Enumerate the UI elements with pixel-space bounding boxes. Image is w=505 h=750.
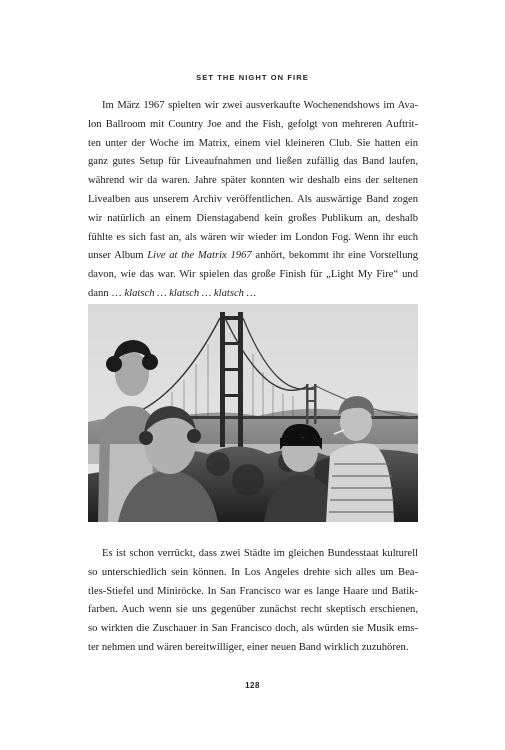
photo-illustration: [88, 304, 418, 522]
running-head: SET THE NIGHT ON FIRE: [196, 73, 309, 82]
text-fragment: dann …: [88, 287, 125, 299]
text-line: ganz gutes Setup für Liveaufnahmen und ließen zufällig das Band laufen,: [88, 156, 418, 168]
text-line: farben. Auch wenn sie uns gegenüber zunächst recht skeptisch erschienen,: [88, 604, 418, 616]
text-line: Livealben aus unserem Archiv veröffentlichen. Als auswärtige Band zogen: [88, 193, 418, 205]
text-line: wir natürlich an einem Dienstagabend kein großes Publikum an, deshalb: [88, 212, 418, 224]
text-line: [88, 285, 418, 304]
italic-onomatopoeia: klatsch … klatsch … klatsch …: [124, 287, 257, 299]
text-line: so wirkten die Zuschauer in San Francisco doch, als würden sie Musik ems-: [88, 623, 418, 635]
text-line: während wir da waren. Jahre später konnten wir deshalb eins der seltenen: [88, 175, 418, 187]
text-line: Im März 1967 spielten wir zwei ausverkaufte Wochenendshows im Ava-: [102, 100, 418, 111]
text-line: lon Ballroom mit Country Joe and the Fish, gefolgt von mehreren Auftrit-: [88, 118, 418, 130]
text-line: davon, wie das war. Wir spielen das große Finish für „Light My Fire“ und: [88, 269, 418, 281]
paragraph-2: [88, 545, 418, 658]
text-line: ter nehmen und wären bereitwilliger, einer neuen Band wirklich zuzuhören.: [88, 641, 409, 653]
page-number: 128: [245, 681, 260, 690]
album-title: Live at the Matrix 1967: [147, 250, 252, 262]
text-line: Es ist schon verrückt, dass zwei Städte im gleichen Bundesstaat kulturell: [102, 548, 418, 559]
text-line: tles-Stiefel und Miniröcke. In San Francisco war es lange Haare und Batik-: [88, 585, 418, 597]
band-photo-golden-gate-bridge: [88, 304, 418, 522]
text-line: ten unter der Woche im Matrix, einem viel kleineren Club. Sie hatten ein: [88, 137, 418, 149]
text-line: fühlte es sich fast an, als wären wir wieder im London Fog. Wenn ihr euch: [88, 231, 418, 243]
text-fragment: unser Album: [88, 250, 148, 262]
text-fragment: anhört, bekommt ihr eine Vorstellung: [251, 250, 418, 262]
paragraph-1: [88, 97, 418, 304]
text-line: so unterschiedlich sein können. In Los Angeles drehte sich alles um Bea-: [88, 566, 418, 578]
text-line: [88, 247, 418, 266]
